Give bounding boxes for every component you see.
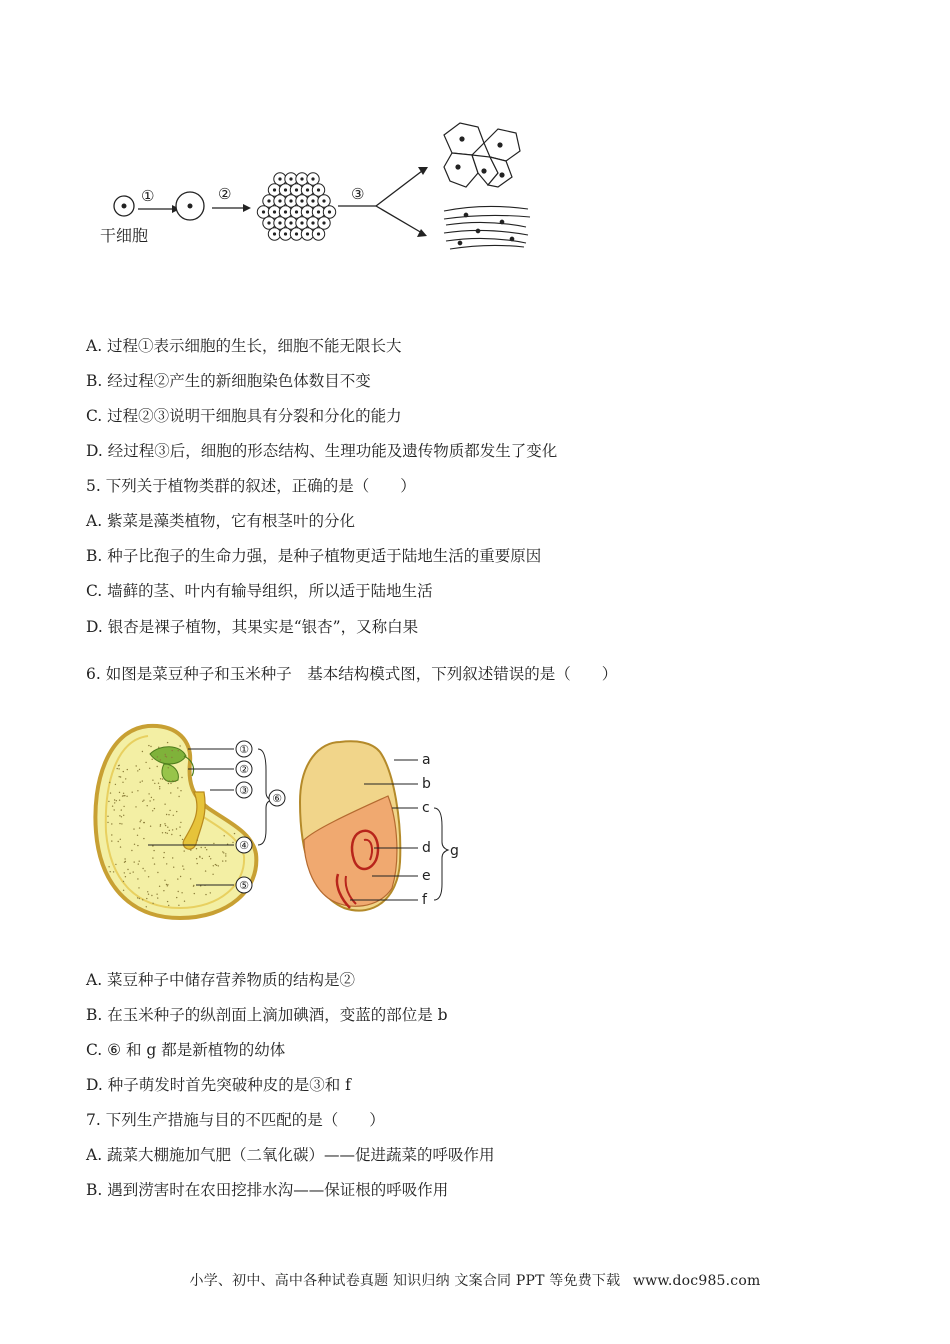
q7-option-a: A. 蔬菜大棚施加气肥（二氧化碳）——促进蔬菜的呼吸作用: [86, 1146, 495, 1164]
corn-label-a: a: [422, 752, 431, 768]
q7-stem: 7. 下列生产措施与目的不匹配的是（ ）: [86, 1111, 385, 1129]
q4-option-a: A. 过程①表示细胞的生长，细胞不能无限长大: [86, 337, 402, 355]
q6-stem: 6. 如图是菜豆种子和玉米种子 基本结构模式图，下列叙述错误的是（ ）: [86, 665, 618, 683]
corn-label-d: d: [422, 840, 431, 856]
page-footer: [0, 1270, 950, 1290]
step-1-label: ①: [141, 187, 155, 205]
q6-option-a: A. 菜豆种子中储存营养物质的结构是②: [86, 971, 356, 989]
bean-label-6: ⑥: [272, 792, 282, 805]
q5-option-a: A. 紫菜是藻类植物，它有根茎叶的分化: [86, 512, 356, 530]
q6-option-c: C. ⑥ 和 g 都是新植物的幼体: [86, 1041, 286, 1059]
q4-option-d: D. 经过程③后，细胞的形态结构、生理功能及遗传物质都发生了变化: [86, 442, 558, 460]
corn-label-f: f: [422, 892, 427, 908]
epithelial-cells: [444, 123, 520, 187]
q6-option-d: D. 种子萌发时首先突破种皮的是③和 f: [86, 1076, 351, 1094]
q5-option-b: B. 种子比孢子的生命力强，是种子植物更适于陆地生活的重要原因: [86, 547, 542, 565]
corn-label-c: c: [422, 800, 430, 816]
q4-option-b: B. 经过程②产生的新细胞染色体数目不变: [86, 372, 371, 390]
q6-option-b: B. 在玉米种子的纵剖面上滴加碘酒，变蓝的部位是 b: [86, 1006, 448, 1024]
stem-cell-label: 干细胞: [100, 226, 149, 245]
q5-option-c: C. 墙藓的茎、叶内有输导组织，所以适于陆地生活: [86, 582, 433, 600]
corn-seed: [300, 741, 400, 910]
bean-label-5: ⑤: [239, 879, 249, 892]
bean-seed: [95, 726, 256, 918]
footer-text: 小学、初中、高中各种试卷真题 知识归纳 文案合同 PPT 等免费下载: [189, 1273, 621, 1289]
q7-option-b: B. 遇到涝害时在农田挖排水沟——保证根的呼吸作用: [86, 1181, 449, 1199]
bean-label-3: ③: [239, 784, 249, 797]
bean-label-4: ④: [239, 839, 249, 852]
bean-label-1: ①: [239, 743, 249, 756]
q5-stem: 5. 下列关于植物类群的叙述，正确的是（ ）: [86, 477, 416, 495]
step-2-label: ②: [218, 185, 232, 203]
q4-option-c: C. 过程②③说明干细胞具有分裂和分化的能力: [86, 407, 402, 425]
seed-structure-diagram: [88, 722, 468, 922]
bean-label-2: ②: [239, 763, 249, 776]
footer-website-link[interactable]: www.doc985.com: [632, 1273, 761, 1289]
corn-label-b: b: [422, 776, 431, 792]
muscle-cells: [444, 206, 530, 249]
grown-cell: [176, 192, 204, 220]
q5-option-d: D. 银杏是裸子植物，其果实是“银杏”，又称白果: [86, 618, 419, 636]
stem-cell-diagram: [100, 115, 540, 260]
corn-label-e: e: [422, 868, 431, 884]
corn-label-g: g: [450, 843, 459, 859]
stem-cell: [114, 196, 134, 216]
step-3-label: ③: [351, 185, 365, 203]
cell-cluster: [257, 173, 335, 240]
